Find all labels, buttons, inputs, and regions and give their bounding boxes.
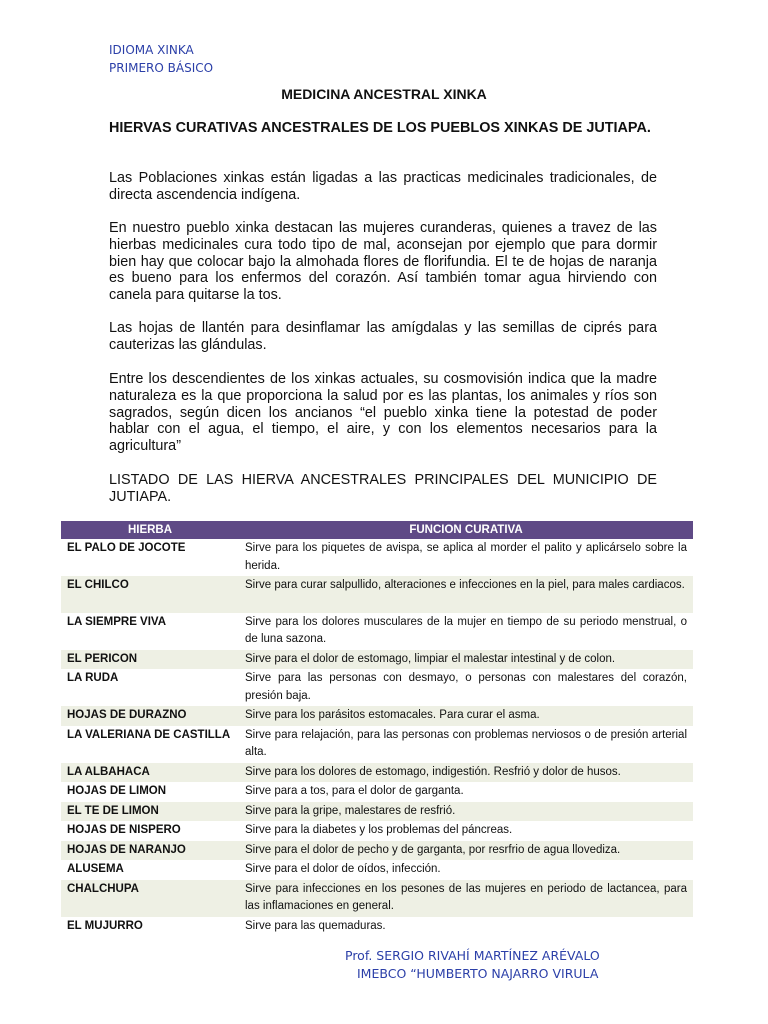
function-cell: Sirve para relajación, para las personas con problemas nerviosos o de presión arterial alta. bbox=[245, 728, 687, 758]
herb-name-cell: HOJAS DE DURAZNO bbox=[61, 706, 239, 726]
function-cell: Sirve para los dolores de estomago, indigestión. Resfrió y dolor de husos. bbox=[239, 763, 693, 783]
table-header-row bbox=[61, 521, 693, 539]
table-row bbox=[61, 782, 693, 802]
table-row bbox=[61, 539, 693, 576]
grade-header: PRIMERO BÁSICO bbox=[109, 61, 214, 75]
herb-name-cell: HOJAS DE NARANJO bbox=[61, 841, 239, 861]
table-row bbox=[61, 917, 693, 937]
function-cell: Sirve para infecciones en los pesones de las mujeres en periodo de lactancea, para las inflamaciones en general. bbox=[239, 880, 693, 917]
table-row bbox=[61, 763, 693, 783]
subject-header: IDIOMA XINKA bbox=[109, 43, 194, 57]
herb-name-cell: LA ALBAHACA bbox=[61, 763, 239, 783]
institution-name: IMEBCO “HUMBERTO NAJARRO VIRULA bbox=[357, 966, 599, 981]
table-row bbox=[61, 613, 693, 650]
paragraph-2: En nuestro pueblo xinka destacan las mujeres curanderas, quienes a travez de las hierbas medicinales cura todo tipo de mal, aconsejan por ejemplo que para dormir bien hay que colocar bajo la almohada flores de florifundia. El te de hojas de naranja es bueno para los enfermos del corazón. Así también tomar agua hirviendo con canela para quitarse la tos. bbox=[109, 220, 657, 304]
table-row bbox=[61, 576, 693, 613]
herb-name-cell: EL MUJURRO bbox=[67, 919, 143, 932]
author-name: Prof. SERGIO RIVAHÍ MARTÍNEZ ARÉVALO bbox=[345, 948, 600, 963]
function-cell: Sirve para los parásitos estomacales. Para curar el asma. bbox=[239, 706, 693, 726]
function-cell: Sirve para el dolor de estomago, limpiar el malestar intestinal y de colon. bbox=[239, 650, 693, 670]
function-cell: Sirve para los dolores musculares de la mujer en tiempo de su periodo menstrual, o de luna sazona. bbox=[245, 615, 687, 645]
herb-name-cell: HOJAS DE LIMON bbox=[67, 785, 167, 797]
function-cell: Sirve para las quemaduras. bbox=[245, 919, 386, 932]
section-heading: HIERVAS CURATIVAS ANCESTRALES DE LOS PUEBLOS XINKAS DE JUTIAPA. bbox=[109, 120, 651, 136]
paragraph-3: Las hojas de llantén para desinflamar las amígdalas y las semillas de ciprés para cauterizas las glándulas. bbox=[109, 320, 657, 353]
paragraph-1: Las Poblaciones xinkas están ligadas a las practicas medicinales tradicionales, de directa ascendencia indígena. bbox=[109, 170, 657, 203]
list-heading: LISTADO DE LAS HIERVA ANCESTRALES PRINCIPALES DEL MUNICIPIO DE JUTIAPA. bbox=[109, 472, 657, 505]
table-row bbox=[61, 650, 693, 670]
herb-name-cell: HOJAS DE NISPERO bbox=[67, 824, 181, 836]
herb-name-cell: LA VALERIANA DE CASTILLA bbox=[67, 728, 231, 741]
function-cell: Sirve para la diabetes y los problemas del páncreas. bbox=[245, 824, 513, 836]
herb-name-cell: LA SIEMPRE VIVA bbox=[67, 615, 167, 628]
paragraph-4: Entre los descendientes de los xinkas actuales, su cosmovisión indica que la madre naturaleza es la que proporciona la salud por es las plantas, los animales y ríos son sagrados, según dicen los ancianos “el pueblo xinka tiene la potestad de poder hablar con el agua, el tiempo, el aire, y con los elementos necesarios para la agricultura” bbox=[109, 371, 657, 455]
function-cell: Sirve para las personas con desmayo, o personas con malestares del corazón, presión baja. bbox=[245, 672, 687, 702]
herb-name-cell: LA RUDA bbox=[67, 672, 119, 684]
function-cell: Sirve para el dolor de pecho y de garganta, por resrfrio de agua llovediza. bbox=[239, 841, 693, 861]
table-row bbox=[61, 726, 693, 763]
table-row bbox=[61, 706, 693, 726]
table-row bbox=[61, 880, 693, 917]
function-cell: Sirve para curar salpullido, alteraciones e infecciones en la piel, para males cardiacos. bbox=[239, 576, 693, 613]
page-title: MEDICINA ANCESTRAL XINKA bbox=[281, 86, 487, 102]
table-row bbox=[61, 860, 693, 880]
table-row bbox=[61, 669, 693, 706]
herb-column-header: HIERBA bbox=[61, 521, 239, 539]
herb-name-cell: ALUSEMA bbox=[67, 863, 124, 875]
herb-name-cell: EL PERICON bbox=[61, 650, 239, 670]
function-cell: Sirve para a tos, para el dolor de garganta. bbox=[245, 785, 464, 797]
function-cell: Sirve para el dolor de oídos, infección. bbox=[245, 863, 441, 875]
table-row bbox=[61, 802, 693, 822]
herb-name-cell: EL PALO DE JOCOTE bbox=[67, 542, 186, 554]
function-column-header: FUNCION CURATIVA bbox=[239, 521, 693, 539]
function-cell: Sirve para los piquetes de avispa, se aplica al morder el palito y aplicárselo sobre la herida. bbox=[245, 542, 687, 572]
table-row bbox=[61, 821, 693, 841]
herbs-table bbox=[61, 521, 693, 936]
function-cell: Sirve para la gripe, malestares de resfrió. bbox=[239, 802, 693, 822]
table-row bbox=[61, 841, 693, 861]
herb-name-cell: EL TE DE LIMON bbox=[61, 802, 239, 822]
herb-name-cell: EL CHILCO bbox=[61, 576, 239, 613]
herb-name-cell: CHALCHUPA bbox=[61, 880, 239, 917]
